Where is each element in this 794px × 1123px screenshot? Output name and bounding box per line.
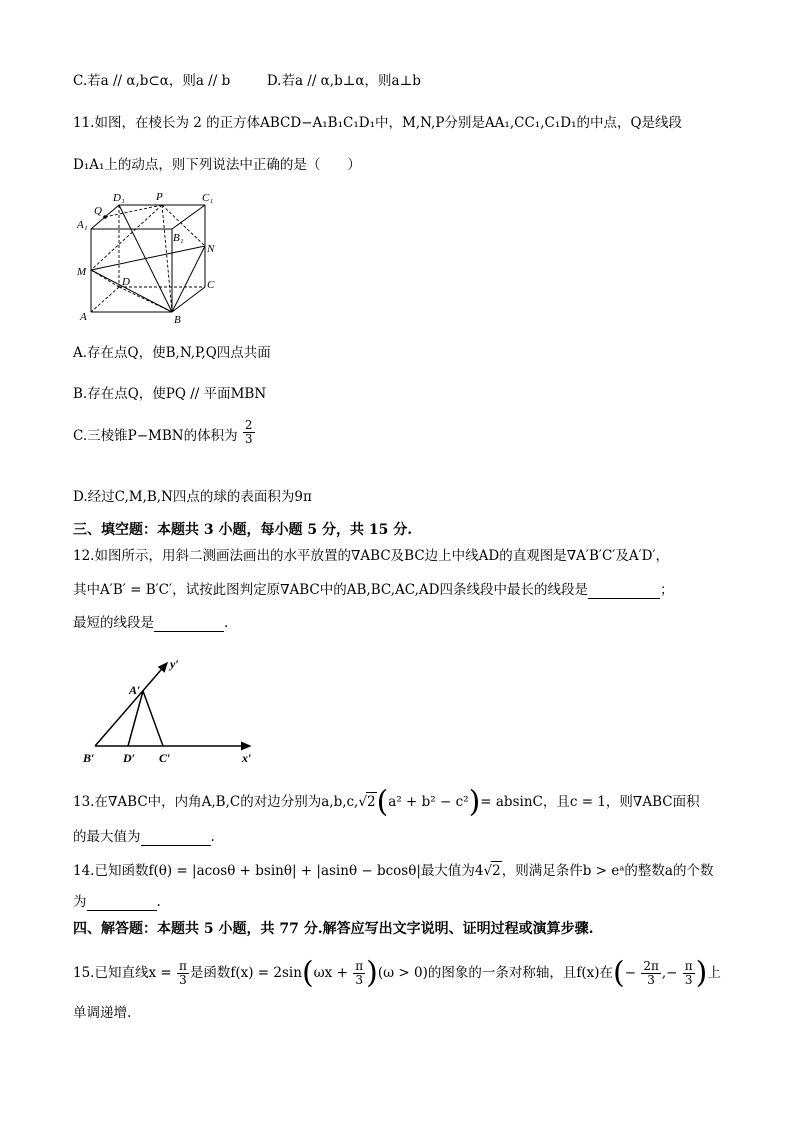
fig12-label-c: C′ <box>159 751 171 765</box>
point-q-dot <box>103 215 107 219</box>
sqrt-symbol: √ <box>483 863 493 879</box>
sqrt-symbol: √ <box>358 794 367 810</box>
q12-line1: 12.如图所示，用斜二测画法画出的水平放置的∇ABC及BC边上中线AD的直观图是∇A′B′C′及A′D′， <box>73 548 670 564</box>
q11-option-c-text: C.三棱锥P−MBN的体积为 <box>73 428 238 445</box>
q15-fraction-4 <box>683 960 695 987</box>
cube-label-c1: C₁ <box>202 192 214 204</box>
q14-line1-text-b: ，则满足条件b > eᵃ的整数a的个数 <box>501 863 714 879</box>
q13-line2-end: . <box>210 829 215 845</box>
q12-line2 <box>73 581 673 599</box>
cube-label-q: Q <box>94 205 102 217</box>
left-paren: ( <box>301 955 314 991</box>
fig12-label-a: A′ <box>129 683 141 697</box>
fig12-label-x: x′ <box>242 751 252 765</box>
q11-option-a: A.存在点Q，使B,N,P,Q四点共面 <box>73 345 271 361</box>
cube-label-a1: A₁ <box>77 219 88 231</box>
q10-options-cd <box>73 72 421 90</box>
fraction-numerator: π <box>178 959 187 973</box>
q11-cube-figure <box>72 186 232 326</box>
q13-line1-text-a: 13.在∇ABC中，内角A,B,C的对边分别为a,b,c, <box>73 794 359 810</box>
right-paren: ) <box>695 955 708 991</box>
q12-oblique-figure <box>78 652 263 772</box>
cube-label-m: M <box>77 266 87 278</box>
q13-line1 <box>73 784 700 820</box>
fig12-label-b: B′ <box>83 751 95 765</box>
q15-line2: 单调递增. <box>73 1005 132 1021</box>
q12-line3-text: 最短的线段是 <box>73 615 154 631</box>
cube-label-p: P <box>156 191 163 203</box>
q11-option-b: B.存在点Q，使PQ // 平面MBN <box>73 386 267 402</box>
q15-fraction-2 <box>353 960 365 987</box>
q11-option-c-fraction <box>243 419 255 446</box>
q14-line1 <box>73 861 713 880</box>
q14-line2-text: 为 <box>73 894 87 910</box>
fraction-numerator: π <box>355 959 364 973</box>
q13-line2 <box>73 828 215 846</box>
right-paren: ) <box>366 955 378 991</box>
q14-line2 <box>73 893 161 911</box>
q13-sqrt-content: 2 <box>366 794 376 810</box>
q12-line2-text: 其中A′B′ = B′C′，试按此图判定原∇ABC中的AB,BC,AC,AD四条线段中最长的线段是 <box>73 582 588 598</box>
fraction-denominator: 3 <box>355 973 363 988</box>
cube-label-b1: B₁ <box>173 232 184 244</box>
fraction-numerator: 2 <box>244 418 253 432</box>
q15-mid2: (ω > 0)的图象的一条对称轴，且f(x)在 <box>377 965 613 982</box>
q14-sqrt-content: 2 <box>492 863 501 879</box>
fig12-label-y: y′ <box>170 657 179 671</box>
cube-label-d1: D₁ <box>113 192 125 204</box>
q15-mid1: 是函数f(x) = 2sin <box>189 965 302 982</box>
q12-answer-blank-shortest <box>154 631 224 632</box>
q15-end: 上 <box>707 965 721 982</box>
fraction-denominator: 3 <box>684 973 693 988</box>
q11-option-d: D.经过C,M,B,N四点的球的表面积为9π <box>73 489 312 505</box>
q15-line1 <box>73 955 721 991</box>
left-paren: ( <box>612 955 625 991</box>
q11-option-c <box>73 418 256 447</box>
fraction-denominator: 3 <box>647 973 655 988</box>
cube-label-a: A <box>80 311 87 323</box>
q15-inner: ωx + <box>313 965 348 982</box>
q15-fraction-3 <box>641 960 661 987</box>
cube-label-d: D <box>122 276 130 288</box>
q13-paren-content: a² + b² − c² <box>388 794 469 810</box>
q13-line2-text: 的最大值为 <box>73 829 141 845</box>
q10-option-d: D.若a // α,b⊥α，则a⊥b <box>266 73 421 89</box>
section-3-title: 三、填空题：本题共 3 小题，每小题 5 分，共 15 分. <box>73 522 413 538</box>
q15-prefix: 15.已知直线x = <box>73 965 172 982</box>
cube-label-n: N <box>207 243 215 255</box>
q12-line2-end: ； <box>659 582 674 598</box>
q11-stem-line2: D₁A₁上的动点，则下列说法中正确的是（ ） <box>73 157 361 173</box>
q15-interval-sign: − <box>624 965 637 982</box>
q15-fraction-1 <box>177 960 189 987</box>
q11-stem-line1: 11.如图，在棱长为 2 的正方体ABCD−A₁B₁C₁D₁中，M,N,P分别是AA₁,CC₁,C₁D₁的中点，Q是线段 <box>73 115 683 131</box>
q12-answer-blank-longest <box>588 598 660 599</box>
q14-line2-end: . <box>156 894 161 910</box>
q13-line1-text-b: = absinC，且c = 1，则∇ABC面积 <box>480 794 700 810</box>
q15-interval-sep: ,− <box>661 965 678 982</box>
fraction-numerator: π <box>684 959 693 973</box>
fig12-label-d: D′ <box>123 751 136 765</box>
q14-line1-text-a: 14.已知函数f(θ) = |acosθ + bsinθ| + |asinθ − bcosθ|最大值为4 <box>73 863 484 879</box>
right-paren: ) <box>468 784 481 820</box>
q13-answer-blank <box>141 845 211 846</box>
section-4-title: 四、解答题：本题共 5 小题，共 77 分.解答应写出文字说明、证明过程或演算步骤. <box>73 921 594 937</box>
fraction-numerator: 2π <box>643 959 659 973</box>
q10-option-c: C.若a // α,b⊂α，则a // b <box>73 73 231 89</box>
q12-line3-end: . <box>224 615 229 631</box>
fraction-denominator: 3 <box>244 432 253 447</box>
q14-answer-blank <box>87 910 157 911</box>
cube-label-c: C <box>207 279 215 291</box>
q12-line3 <box>73 614 228 632</box>
fraction-denominator: 3 <box>179 973 187 988</box>
cube-label-b: B <box>174 314 181 326</box>
left-paren: ( <box>376 784 389 820</box>
